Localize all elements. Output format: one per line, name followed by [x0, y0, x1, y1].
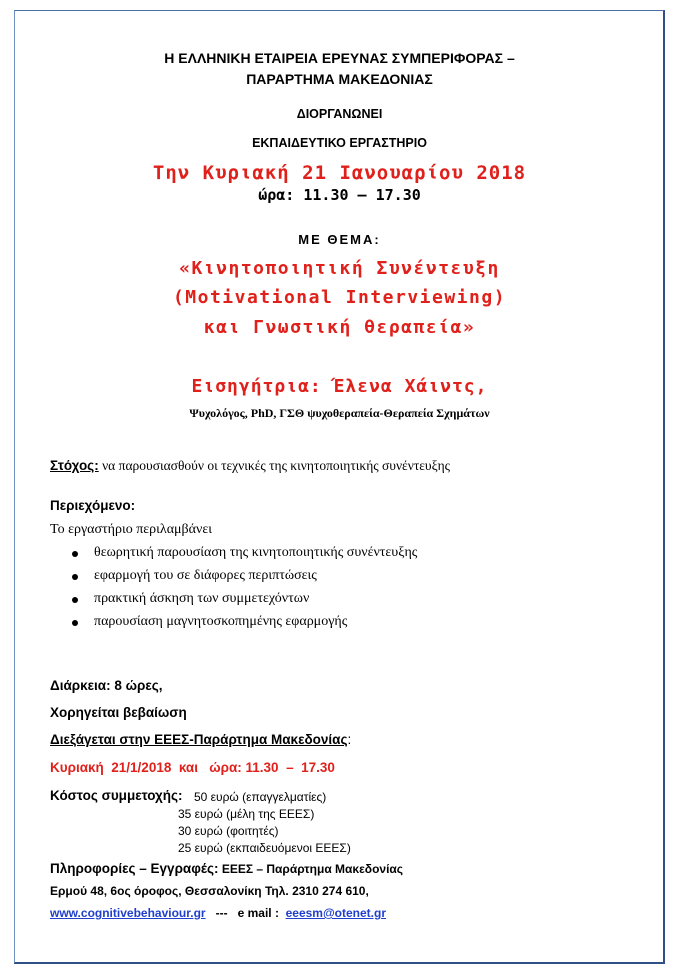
goal-label: Στόχος:: [50, 458, 99, 473]
duration: Διάρκεια: 8 ώρες,: [50, 678, 163, 693]
certificate: Χορηγείται βεβαίωση: [50, 705, 187, 720]
topic-title-line3: και Γνωστική θεραπεία»: [203, 317, 476, 338]
contact-web-line: [50, 906, 386, 920]
org-name-line1: Η ΕΛΛΗΝΙΚΗ ΕΤΑΙΡΕΙΑ ΕΡΕΥΝΑΣ ΣΥΜΠΕΡΙΦΟΡΑΣ –: [164, 50, 515, 66]
speaker-name: Εισηγήτρια: Έλενα Χάιντς,: [191, 376, 488, 397]
bullet-icon: [72, 551, 78, 557]
goal-text: να παρουσιασθούν οι τεχνικές της κινητοποιητικής συνέντευξης: [98, 458, 451, 473]
email-link[interactable]: eeesm@otenet.gr: [285, 906, 387, 920]
contact-address: Ερμού 48, 6ος όροφος, Θεσσαλονίκη Τηλ. 2310 274 610,: [50, 884, 369, 898]
event-time: ώρα: 11.30 – 17.30: [258, 186, 421, 204]
bullet-icon: [72, 574, 78, 580]
venue-colon: :: [347, 732, 352, 747]
venue: Διεξάγεται στην ΕΕΕΣ-Παράρτημα Μακεδονίας: [50, 732, 348, 747]
org-name-line2: ΠΑΡΑΡΤΗΜΑ ΜΑΚΕΔΟΝΙΑΣ: [246, 71, 433, 87]
schedule: Κυριακή 21/1/2018 και ώρα: 11.30 – 17.30: [50, 760, 335, 775]
page-border: [14, 10, 665, 964]
cost-label: Κόστος συμμετοχής:: [50, 788, 183, 803]
cost-item: 25 ευρώ (εκπαιδευόμενοι ΕΕΕΣ): [178, 841, 351, 855]
cost-item: 30 ευρώ (φοιτητές): [178, 824, 279, 838]
event-date: Την Κυριακή 21 Ιανουαρίου 2018: [152, 162, 527, 184]
goal-line: [50, 458, 450, 474]
contact-org: ΕΕΕΣ – Παράρτημα Μακεδονίας: [218, 862, 404, 876]
organizes-label: ΔΙΟΡΓΑΝΩΝΕΙ: [296, 107, 383, 121]
bullet-icon: [72, 597, 78, 603]
content-label: Περιεχόμενο:: [50, 498, 136, 513]
topic-label: ΜΕ ΘΕΜΑ:: [298, 232, 381, 247]
speaker-credentials: Ψυχολόγος, PhD, ΓΣΘ ψυχοθεραπεία-Θεραπεία Σχημάτων: [189, 406, 490, 420]
contact-line: [50, 860, 403, 878]
venue-line: [50, 732, 351, 747]
bullet-icon: [72, 620, 78, 626]
website-link[interactable]: www.cognitivebehaviour.gr: [50, 906, 206, 920]
topic-title-line2: (Motivational Interviewing): [172, 287, 507, 308]
event-type: ΕΚΠΑΙΔΕΥΤΙΚΟ ΕΡΓΑΣΤΗΡΙΟ: [252, 136, 427, 150]
cost-item: 35 ευρώ (μέλη της ΕΕΕΣ): [178, 807, 315, 821]
cost-item: 50 ευρώ (επαγγελματίες): [194, 790, 327, 804]
contact-label: Πληροφορίες – Εγγραφές:: [50, 861, 219, 876]
topic-title-line1: «Κινητοποιητική Συνέντευξη: [179, 258, 500, 279]
email-separator: --- e mail :: [205, 906, 286, 920]
content-intro: Το εργαστήριο περιλαμβάνει: [50, 522, 212, 537]
